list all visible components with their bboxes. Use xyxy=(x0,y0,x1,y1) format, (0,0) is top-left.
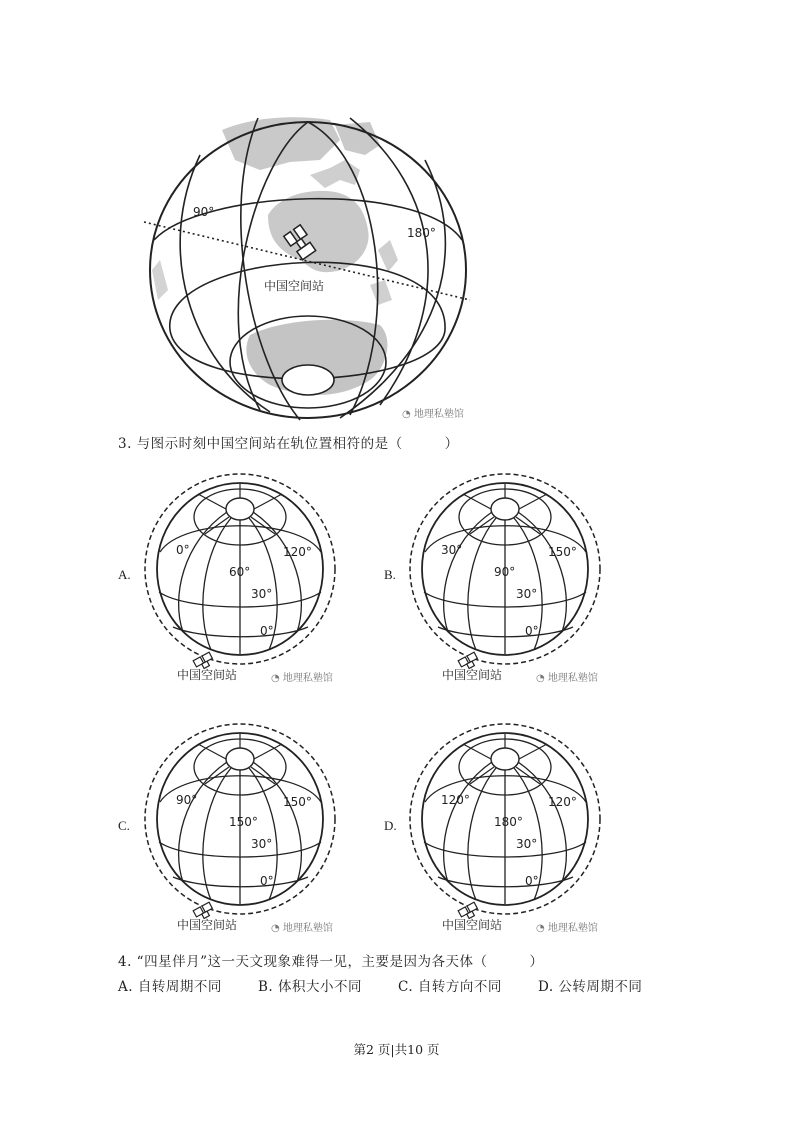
option-d-letter[interactable]: D. xyxy=(384,818,397,833)
lon-label-left: 30° xyxy=(441,543,463,557)
option-b-globe[interactable] xyxy=(408,472,608,691)
lon-label-center: 180° xyxy=(494,815,523,829)
option-d-watermark: ◔ 地理私塾馆 xyxy=(536,923,598,934)
lon-label-left: 90° xyxy=(176,793,198,807)
option-a-watermark: ◔ 地理私塾馆 xyxy=(271,673,333,684)
lat-label-0: 0° xyxy=(260,624,274,638)
option-b-watermark: ◔ 地理私塾馆 xyxy=(536,673,598,684)
lon-label-right: 180° xyxy=(407,226,436,240)
station-label: 中国空间站 xyxy=(177,918,238,932)
station-label: 中国空间站 xyxy=(177,668,238,682)
globe-illustration xyxy=(140,100,480,430)
wechat-icon: ◔ xyxy=(271,673,280,684)
lat-label-0: 0° xyxy=(525,874,539,888)
wechat-icon: ◔ xyxy=(402,409,411,420)
question-4-text: 4. “四星伴月”这一天文现象难得一见，主要是因为各天体（ ） xyxy=(118,954,544,970)
lat-label-30: 30° xyxy=(516,587,538,601)
lon-label-center: 150° xyxy=(229,815,258,829)
q4-choice-a[interactable]: A. 自转周期不同 xyxy=(118,979,222,995)
q4-choice-b[interactable]: B. 体积大小不同 xyxy=(258,979,363,995)
lon-label-right: 150° xyxy=(283,795,312,809)
wechat-icon: ◔ xyxy=(536,673,545,684)
q4-choice-d[interactable]: D. 公转周期不同 xyxy=(538,979,643,995)
option-a-globe[interactable] xyxy=(143,472,343,691)
option-b-letter[interactable]: B. xyxy=(384,567,396,582)
lon-label-left: 120° xyxy=(441,793,470,807)
station-label: 中国空间站 xyxy=(442,918,503,932)
wechat-icon: ◔ xyxy=(271,923,280,934)
watermark-main: ◔ 地理私塾馆 xyxy=(402,409,464,420)
option-c-globe[interactable] xyxy=(143,722,343,941)
option-c-watermark: ◔ 地理私塾馆 xyxy=(271,923,333,934)
page-footer: 第2 页|共10 页 xyxy=(353,1042,440,1057)
lat-label-0: 0° xyxy=(260,874,274,888)
main-globe-figure xyxy=(140,100,480,430)
lon-label-center: 90° xyxy=(494,565,516,579)
lon-label-center: 60° xyxy=(229,565,251,579)
wechat-icon: ◔ xyxy=(536,923,545,934)
lon-label-left: 0° xyxy=(176,543,190,557)
q4-choice-c[interactable]: C. 自转方向不同 xyxy=(398,979,502,995)
lon-label-right: 120° xyxy=(548,795,577,809)
station-label: 中国空间站 xyxy=(442,668,503,682)
option-d-globe[interactable] xyxy=(408,722,608,941)
option-a-letter[interactable]: A. xyxy=(118,567,131,582)
option-c-letter[interactable]: C. xyxy=(118,818,130,833)
lon-label-right: 150° xyxy=(548,545,577,559)
question-3-text: 3. 与图示时刻中国空间站在轨位置相符的是（ ） xyxy=(118,436,459,452)
station-label: 中国空间站 xyxy=(264,279,325,293)
lat-label-0: 0° xyxy=(525,624,539,638)
lat-label-30: 30° xyxy=(516,837,538,851)
lat-label-30: 30° xyxy=(251,587,273,601)
lat-label-30: 30° xyxy=(251,837,273,851)
lon-label-right: 120° xyxy=(283,545,312,559)
lon-label-left: 90° xyxy=(193,205,215,219)
